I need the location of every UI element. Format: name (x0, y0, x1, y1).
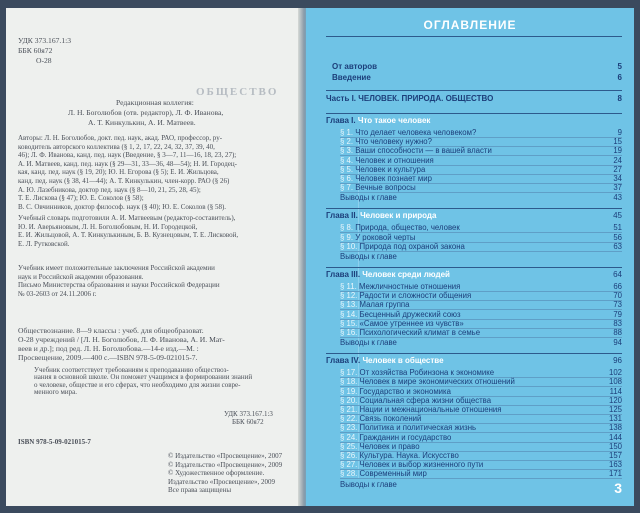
section-title: Бесценный дружеский союз (359, 309, 461, 319)
approval-block-line: наук и Российской академии образования. (18, 272, 144, 281)
section-title: Политика и политическая жизнь (359, 423, 477, 433)
prep-block-line: Е. И. Жильцовой, А. Т. Кинкулькиным, Б. В. Кузнецовым, Т. Е. Лисковой, (18, 231, 239, 240)
section-title: Государство и экономика (359, 386, 451, 396)
copyright-block-line: Издательство «Просвещение», 2009 (168, 477, 276, 486)
authors-block-line: Авторы: Л. Н. Боголюбов, докт. пед. наук, акад. РАО, профессор, ру- (18, 134, 223, 142)
authors-block-line: канд. пед. наук (§ 38, 41—44); А. Т. Кинкулькин, член-корр. РАО (§ 26) (18, 177, 230, 185)
toc-chapter-2[interactable] (326, 209, 622, 220)
section-number: § 6. (340, 174, 354, 183)
summary-label: Выводы к главе (340, 252, 397, 261)
right-page (306, 8, 634, 506)
copyright-block-line: Все права защищены (168, 486, 232, 495)
section-number: § 14. (340, 309, 358, 319)
section-title: Социальная сфера жизни общества (359, 395, 492, 405)
toc-item-page: 63 (613, 241, 622, 251)
toc-item-page: 171 (608, 469, 622, 479)
toc-item-page: 108 (608, 377, 622, 387)
section-title: Человек и выбор жизненного пути (359, 460, 484, 470)
section-title: Малая группа (359, 300, 410, 310)
toc-chapter-summary[interactable] (340, 251, 622, 261)
section-title: «Самое утреннее из чувств» (359, 318, 464, 328)
prep-block-line: Ю. И. Аверьяновым, Л. Н. Боголюбовым, Н. И. Городецкой, (18, 222, 198, 231)
toc-chapter-summary[interactable] (340, 479, 622, 489)
isbn: ISBN 978-5-09-021015-7 (18, 438, 91, 446)
section-title: Связь поколений (359, 414, 422, 424)
toc-item-page: 131 (608, 414, 622, 424)
toc-item-page: 88 (613, 328, 622, 337)
toc-item-page: 120 (608, 395, 622, 405)
section-number: § 5. (340, 164, 354, 174)
authors-block-line: ководитель авторского коллектива (§ 1, 2, 17, 22, 24, 32, 37, 39, 40, (18, 142, 215, 151)
section-number: § 11. (340, 282, 357, 291)
section-number: § 8. (340, 223, 354, 233)
toc-front-label: Введение (332, 73, 371, 82)
chapter-label (326, 356, 444, 365)
author-mark: О-28 (36, 56, 52, 65)
chapter-label (326, 270, 450, 279)
section-title: Человек в мире экономических отношений (359, 377, 515, 387)
chapter-label (326, 211, 436, 220)
section-number: § 22. (340, 414, 358, 424)
prep-block-line: Учебный словарь подготовили А. И. Матвеевым (редактор-составитель), (18, 214, 236, 222)
section-number: § 21. (340, 405, 358, 414)
chapter-number: Глава I. (326, 116, 356, 125)
section-title: Культура. Наука. Искусство (359, 451, 459, 460)
editors-line-2: А. Т. Кинкулькин, А. И. Матвеев. (88, 118, 196, 127)
section-title: Человек и культура (355, 164, 426, 174)
section-title: Человек и отношения (355, 155, 434, 165)
section-number: § 18. (340, 377, 358, 387)
toc-item[interactable] (340, 241, 622, 251)
toc-item-page: 34 (613, 174, 622, 183)
toc-front-label: От авторов (332, 62, 378, 71)
section-number: § 2. (340, 137, 354, 147)
toc-chapter-1[interactable] (326, 114, 622, 125)
bbk-bottom: ББК 60я72 (232, 418, 264, 426)
toc-item[interactable] (340, 182, 622, 192)
biblio-block-line: веев и др.]; под ред. Л. Н. Боголюбова.—14-е изд.—М. : (18, 344, 199, 353)
section-number: § 19. (340, 386, 358, 396)
section-number: § 4. (340, 155, 354, 165)
toc-item-page: 157 (608, 451, 622, 460)
section-number: § 26. (340, 451, 358, 460)
toc-front-intro[interactable] (332, 71, 622, 82)
section-title: Нации и межнациональные отношения (359, 405, 502, 414)
chapter-page: 64 (613, 270, 622, 279)
section-title: Гражданин и государство (359, 432, 452, 442)
toc-part-1[interactable] (326, 92, 622, 103)
chapter-number: Глава IV. (326, 356, 361, 366)
toc-item[interactable] (340, 468, 622, 478)
biblio-block-line: О-28 учреждений / [Л. Н. Боголюбов, Л. Ф. Иванова, А. И. Мат- (18, 335, 225, 344)
toc-item-page: 24 (613, 155, 622, 165)
section-number: § 15. (340, 318, 358, 328)
toc-item-page: 51 (613, 223, 622, 233)
section-title: Что человеку нужно? (355, 137, 432, 147)
toc-front-authors[interactable] (332, 60, 622, 71)
section-title: Человек познает мир (355, 174, 432, 183)
toc-item-page: 15 (613, 137, 622, 147)
section-title: Природа, общество, человек (355, 223, 460, 233)
section-title: Что делает человека человеком? (355, 128, 477, 137)
chapter-page: 45 (613, 211, 622, 221)
section-number: § 7. (340, 183, 354, 193)
section-number: § 3. (340, 146, 354, 156)
toc-item-page: 144 (608, 432, 622, 442)
abstract-block-line: менного мира. (34, 388, 78, 397)
copyright-block-line: © Издательство «Просвещение», 2007 (168, 452, 283, 460)
section-title: Природа под охраной закона (359, 241, 465, 251)
bleed-through-text: ОБЩЕСТВО (196, 86, 279, 98)
toc-item-page: 9 (617, 128, 622, 137)
editors-line-1: Л. Н. Боголюбов (отв. редактор), Л. Ф. Иванова, (68, 108, 224, 117)
abstract-block-line: Учебник соответствует требованиям к преподаванию обществоз- (34, 366, 229, 374)
section-title: Психологический климат в семье (359, 328, 481, 337)
summary-label: Выводы к главе (340, 193, 397, 203)
copyright-block-line: © Художественное оформление. (168, 469, 265, 478)
toc-item-page: 114 (609, 386, 622, 396)
toc-chapter-summary[interactable] (340, 192, 622, 202)
toc-item-page: 27 (613, 164, 622, 174)
section-number: § 9. (340, 232, 354, 242)
udk-code: УДК 373.167.1:3 (18, 36, 72, 45)
toc-chapter-3[interactable] (326, 268, 622, 279)
chapter-page: 96 (613, 356, 622, 366)
section-number: § 13. (340, 300, 358, 310)
section-title: Межличностные отношения (358, 282, 461, 291)
section-number: § 17. (340, 368, 358, 378)
chapter-label (326, 116, 430, 125)
chapter-title: Человек в обществе (362, 356, 444, 366)
summary-label: Выводы к главе (340, 338, 397, 348)
page-number: 3 (614, 480, 622, 496)
toc-item-page: 125 (608, 405, 622, 414)
summary-page: 94 (613, 338, 622, 348)
summary-label: Выводы к главе (340, 479, 397, 489)
section-title: Радости и сложности общения (359, 291, 472, 301)
toc-item-page: 138 (608, 423, 622, 433)
section-number: § 25. (340, 441, 358, 451)
authors-block-line: 46); Л. Ф. Иванова, канд. пед. наук (Введение, § 3—7, 11—16, 18, 23, 27); (18, 151, 237, 160)
section-title: От хозяйства Робинзона к экономике (359, 368, 495, 378)
summary-page: 43 (613, 193, 622, 203)
toc-item-page: 150 (608, 441, 622, 451)
section-number: § 24. (340, 432, 358, 442)
toc-item-page: 83 (613, 318, 622, 328)
section-number: § 12. (340, 291, 358, 301)
section-number: § 1. (340, 128, 354, 137)
chapter-number: Глава III. (326, 270, 361, 279)
section-number: § 20. (340, 395, 358, 405)
part-rule-top (326, 90, 622, 91)
toc-item-label (340, 469, 427, 478)
abstract-block-line: о человеке, обществе и его сферах, что необходимо для жизни совре- (34, 380, 241, 389)
toc-chapter-summary[interactable] (340, 337, 622, 347)
toc-item-page: 19 (613, 146, 622, 156)
toc-item-label (340, 242, 465, 251)
toc-item-label (340, 183, 416, 192)
chapter-title: Что такое человек (357, 116, 431, 125)
toc-title: ОГЛАВЛЕНИЕ (423, 18, 517, 32)
chapter-number: Глава II. (326, 211, 358, 221)
udk-bottom: УДК 373.167.1:3 (224, 410, 273, 418)
editorial-board-label: Редакционная коллегия: (116, 98, 194, 107)
bbk-code: ББК 60я72 (18, 46, 53, 55)
toc-front-page: 6 (617, 73, 622, 82)
approval-block-line: Письмо Министерства образования и науки Российской Федерации (18, 281, 220, 290)
biblio-block-line: Просвещение, 2009.—400 с.—ISBN 978-5-09-021015-7. (18, 353, 198, 362)
authors-block-line: кая, канд. пед. наук (§ 19, 20); Ю. Н. Егорова (§ 5); Е. И. Жильцова, (18, 168, 219, 177)
chapter-title: Человек среди людей (362, 270, 450, 279)
section-title: Вечные вопросы (355, 183, 416, 193)
left-page (6, 8, 302, 506)
toc-item-page: 66 (613, 282, 622, 291)
toc-item-page: 102 (608, 368, 622, 378)
toc-item-page: 79 (613, 309, 622, 319)
part-label: Часть I. ЧЕЛОВЕК. ПРИРОДА. ОБЩЕСТВО (326, 94, 494, 103)
section-title: Человек и право (359, 441, 420, 451)
toc-item-page: 37 (613, 183, 622, 193)
authors-block-line: Т. Е. Лискова (§ 47); Ю. Е. Соколов (§ 58); (18, 194, 144, 203)
toc-item-page: 56 (613, 232, 622, 242)
section-title: У роковой черты (355, 232, 416, 242)
copyright-block-line: © Издательство «Просвещение», 2009 (168, 460, 283, 469)
section-number: § 23. (340, 423, 358, 433)
section-title: Современный мир (359, 469, 427, 479)
toc-item-page: 70 (613, 291, 622, 301)
approval-block-line: № 03-2603 от 24.11.2006 г. (18, 289, 97, 298)
chapter-title: Человек и природа (360, 211, 437, 221)
toc-item[interactable] (340, 327, 622, 337)
authors-block-line: А. И. Матвеев, канд. пед. наук (§ 29—31, 33—36, 48—54); Н. И. Городец- (18, 159, 237, 168)
toc-item-label (340, 328, 480, 337)
toc-front-page: 5 (617, 62, 622, 71)
biblio-block-line: Обществознание. 8—9 классы : учеб. для общеобразоват. (18, 326, 204, 335)
section-number: § 27. (340, 460, 358, 470)
title-rule (326, 36, 622, 37)
section-number: § 16. (340, 328, 358, 337)
authors-block-line: А. Ю. Лазебникова, доктор пед. наук (§ 8—10, 21, 25, 28, 45); (18, 185, 201, 194)
toc-chapter-4[interactable] (326, 354, 622, 365)
authors-block-line: В. С. Овчинников, доктор философ. наук (§ 40); Ю. Е. Соколов (§ 58). (18, 202, 227, 211)
part-page: 8 (617, 94, 622, 103)
abstract-block-line: нания в основной школе. Он поможет учащимся в формировании знаний (34, 373, 253, 382)
approval-block-line: Учебник имеет положительные заключения Российской академии (18, 264, 215, 272)
toc-item-page: 163 (608, 460, 622, 470)
section-title: Ваши способности — в вашей власти (355, 146, 492, 156)
section-number: § 28. (340, 469, 358, 479)
section-number: § 10. (340, 241, 358, 251)
toc-item-page: 73 (613, 300, 622, 310)
prep-block-line: Е. Л. Рутковской. (18, 239, 70, 248)
